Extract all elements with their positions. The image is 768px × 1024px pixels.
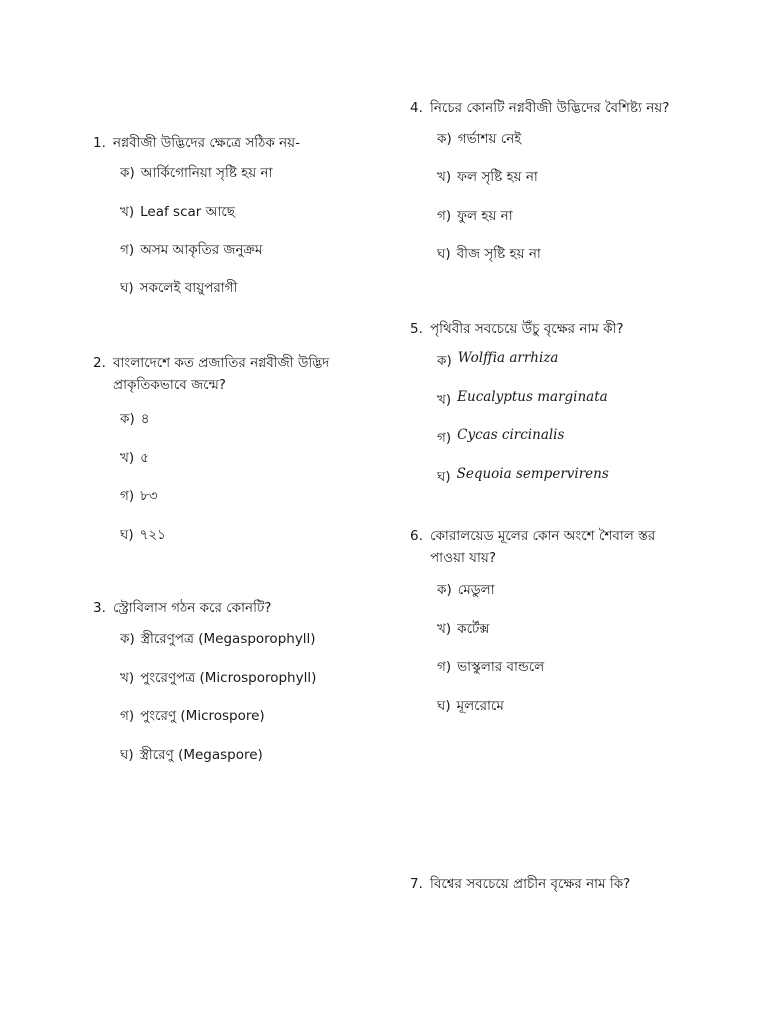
option-text: ভাস্কুলার বান্ডলে xyxy=(457,659,545,675)
option-ka xyxy=(437,128,521,151)
option-kha xyxy=(120,201,235,224)
question-text: নিচের কোনটি নগ্নবীজী উদ্ভিদের বৈশিষ্ট্য নয়? xyxy=(430,100,670,116)
option-label: ঘ) xyxy=(437,698,451,714)
option-text: মূলরোমে xyxy=(456,698,504,714)
option-label: ঘ) xyxy=(120,747,134,763)
question-text: পৃথিবীর সবচেয়ে উঁচু বৃক্ষের নাম কী? xyxy=(430,321,624,337)
option-text: Sequoia sempervirens xyxy=(456,466,609,482)
question-number: 3. xyxy=(93,600,106,616)
question-header xyxy=(410,97,740,119)
option-text: ফুল হয় না xyxy=(457,208,513,224)
question-text: স্ট্রোবিলাস গঠন করে কোনটি? xyxy=(113,600,272,616)
option-ka xyxy=(120,408,149,431)
option-kha xyxy=(120,447,149,470)
option-label: গ) xyxy=(437,430,452,446)
question-number: 4. xyxy=(410,100,423,116)
question-number: 7. xyxy=(410,876,423,892)
option-label: ঘ) xyxy=(437,469,451,485)
option-label: গ) xyxy=(120,488,135,504)
option-ka xyxy=(437,579,495,602)
option-kha xyxy=(437,618,489,641)
question-2 xyxy=(93,352,393,543)
option-ga xyxy=(120,239,262,262)
option-text: মেডুলা xyxy=(457,582,495,598)
question-header xyxy=(93,132,393,154)
option-text: ৪ xyxy=(140,411,150,427)
option-ka xyxy=(437,350,558,373)
option-label: খ) xyxy=(120,204,135,220)
question-4 xyxy=(410,97,740,262)
option-label: ক) xyxy=(120,165,135,181)
question-text: নগ্নবীজী উদ্ভিদের ক্ষেত্রে সঠিক নয়- xyxy=(113,135,300,151)
option-ga xyxy=(437,205,513,228)
option-label: গ) xyxy=(437,208,452,224)
option-kha xyxy=(437,166,538,189)
option-label: গ) xyxy=(437,659,452,675)
option-gha xyxy=(120,277,237,300)
option-label: ক) xyxy=(437,353,452,369)
question-7 xyxy=(410,873,740,895)
option-gha xyxy=(437,466,609,489)
option-label: গ) xyxy=(120,242,135,258)
option-text: বীজ সৃষ্টি হয় না xyxy=(456,246,541,262)
option-gha xyxy=(120,744,263,767)
option-label: খ) xyxy=(120,670,135,686)
question-number: 6. xyxy=(410,528,423,544)
option-text: Wolffia arrhiza xyxy=(457,350,559,366)
option-text: অসম আকৃতির জনুক্রম xyxy=(140,242,263,258)
option-label: খ) xyxy=(437,169,452,185)
option-label: ক) xyxy=(437,582,452,598)
question-number: 2. xyxy=(93,355,106,371)
option-gha xyxy=(120,524,166,547)
question-header xyxy=(410,318,740,340)
option-ka xyxy=(120,628,316,651)
option-text: Leaf scar আছে xyxy=(140,204,235,220)
option-text: সকলেই বায়ুপরাগী xyxy=(139,280,238,296)
option-text: ফল সৃষ্টি হয় না xyxy=(457,169,538,185)
option-text: পুংরেণু (Microspore) xyxy=(140,708,265,724)
question-header xyxy=(93,352,393,396)
option-gha xyxy=(437,695,504,718)
option-text: Cycas circinalis xyxy=(457,427,565,443)
option-ka xyxy=(120,162,273,185)
question-text: বাংলাদেশে কত প্রজাতির নগ্নবীজী উদ্ভিদ প্রাকৃতিকভাবে জন্মে? xyxy=(113,355,330,393)
question-number: 5. xyxy=(410,321,423,337)
question-header xyxy=(410,525,740,569)
option-label: ঘ) xyxy=(120,527,134,543)
option-ga xyxy=(120,705,265,728)
option-text: Eucalyptus marginata xyxy=(457,389,608,405)
option-text: স্ত্রীরেণুপত্র (Megasporophyll) xyxy=(140,631,316,647)
option-ga xyxy=(120,485,158,508)
question-text: বিশ্বের সবচেয়ে প্রাচীন বৃক্ষের নাম কি? xyxy=(430,876,631,892)
question-number: 1. xyxy=(93,135,106,151)
question-1 xyxy=(93,132,393,296)
option-label: ঘ) xyxy=(437,246,451,262)
question-header xyxy=(410,873,740,895)
option-gha xyxy=(437,243,541,266)
option-label: ঘ) xyxy=(120,280,134,296)
option-kha xyxy=(120,667,316,690)
question-header xyxy=(93,597,393,619)
option-ga xyxy=(437,656,544,679)
question-3 xyxy=(93,597,393,763)
option-label: খ) xyxy=(120,450,135,466)
option-kha xyxy=(437,389,608,412)
option-label: গ) xyxy=(120,708,135,724)
option-text: গর্ভাশয় নেই xyxy=(457,131,522,147)
option-text: ৫ xyxy=(140,450,149,466)
option-text: আর্কিগোনিয়া সৃষ্টি হয় না xyxy=(140,165,273,181)
question-5 xyxy=(410,318,740,485)
option-label: খ) xyxy=(437,392,452,408)
option-label: ক) xyxy=(120,631,135,647)
option-label: খ) xyxy=(437,621,452,637)
question-text: কোরালয়েড মূলের কোন অংশে শৈবাল স্তর পাওয়া যায়? xyxy=(430,528,656,566)
option-label: ক) xyxy=(120,411,135,427)
option-text: কর্টেক্স xyxy=(457,621,490,637)
question-6 xyxy=(410,525,740,714)
option-ga xyxy=(437,427,564,450)
option-text: ৮৩ xyxy=(140,488,158,504)
option-text: ৭২১ xyxy=(139,527,166,543)
option-text: স্ত্রীরেণু (Megaspore) xyxy=(139,747,263,763)
option-text: পুংরেণুপত্র (Microsporophyll) xyxy=(140,670,317,686)
option-label: ক) xyxy=(437,131,452,147)
